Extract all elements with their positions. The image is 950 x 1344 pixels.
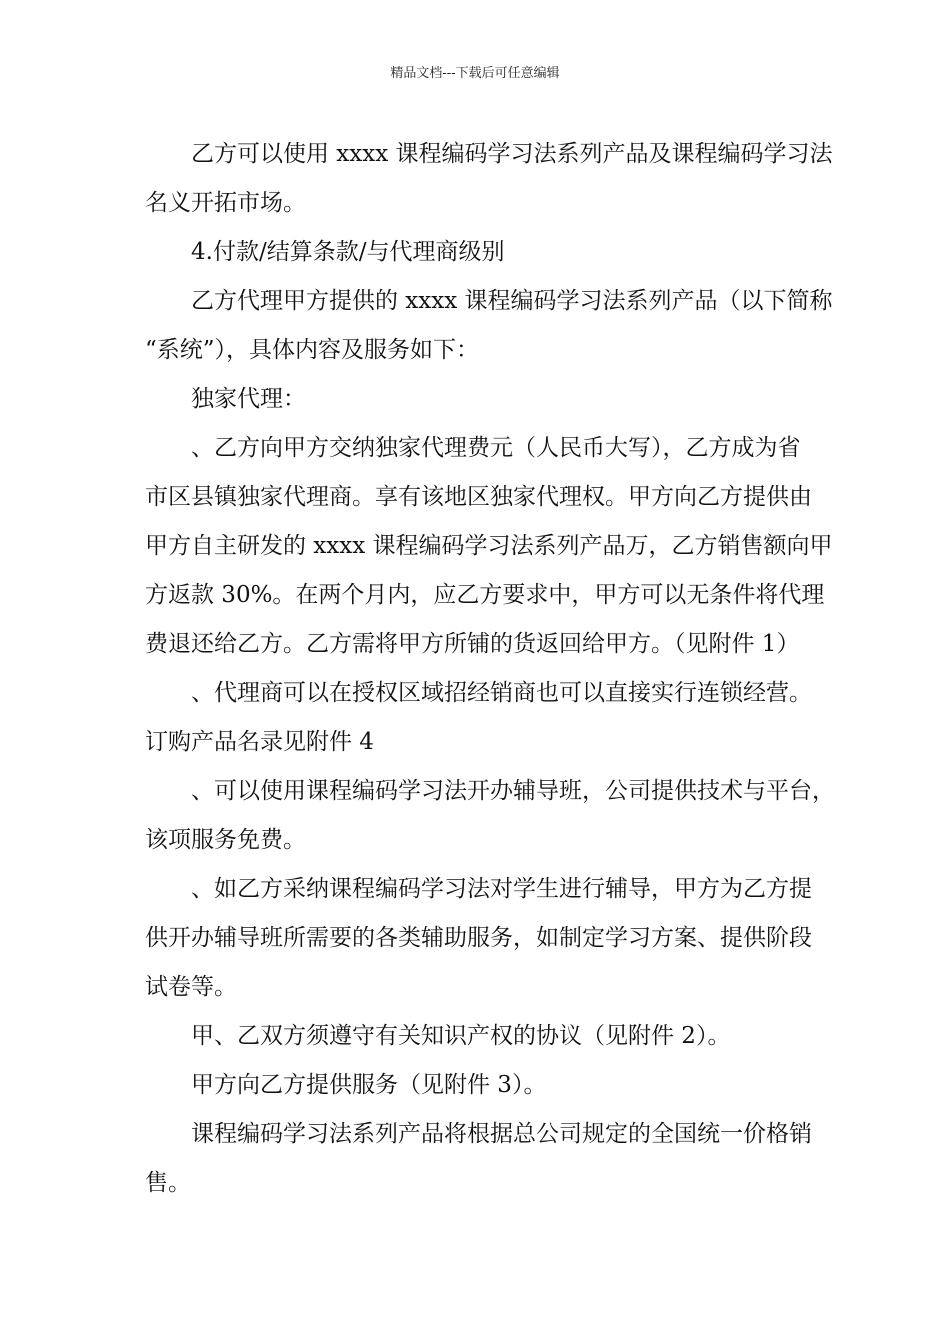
body-text <box>145 130 835 1208</box>
text-line: “系统”），具体内容及服务如下： <box>145 337 480 363</box>
text-line: 、如乙方采纳课程编码学习法对学生进行辅导，甲方为乙方提 <box>191 876 812 902</box>
text-line: 乙方可以使用 xxxx 课程编码学习法系列产品及课程编码学习法 <box>191 141 833 167</box>
text-line: 、代理商可以在授权区域招经销商也可以直接实行连锁经营。 <box>191 680 812 706</box>
text-line: 售。 <box>145 1170 191 1196</box>
text-line: 甲、乙双方须遵守有关知识产权的协议（见附件 2）。 <box>191 1023 731 1049</box>
text-line: 课程编码学习法系列产品将根据总公司规定的全国统一价格销 <box>191 1121 812 1147</box>
text-line: 4.付款/结算条款/与代理商级别 <box>191 239 505 265</box>
text-line: 独家代理： <box>191 386 306 412</box>
text-line: 试卷等。 <box>145 974 237 1000</box>
text-line: 费退还给乙方。乙方需将甲方所铺的货返回给甲方。（见附件 1） <box>145 631 800 657</box>
text-line: 名义开拓市场。 <box>145 190 306 216</box>
text-line: 方返款 30%。在两个月内，应乙方要求中，甲方可以无条件将代理 <box>145 582 825 608</box>
text-line: 甲方向乙方提供服务（见附件 3）。 <box>191 1072 547 1098</box>
text-line: 甲方自主研发的 xxxx 课程编码学习法系列产品万，乙方销售额向甲 <box>145 533 833 559</box>
text-line: 订购产品名录见附件 4 <box>145 729 374 755</box>
text-line: 市区县镇独家代理商。享有该地区独家代理权。甲方向乙方提供由 <box>145 484 812 510</box>
page-header: 精品文档---下载后可任意编辑 <box>390 66 560 81</box>
text-line: 、乙方向甲方交纳独家代理费元（人民币大写），乙方成为省 <box>191 435 801 461</box>
text-line: 、可以使用课程编码学习法开办辅导班，公司提供技术与平台， <box>191 778 835 804</box>
text-line: 供开办辅导班所需要的各类辅助服务，如制定学习方案、提供阶段 <box>145 925 812 951</box>
document-body <box>145 130 835 1208</box>
text-line: 该项服务免费。 <box>145 827 306 853</box>
text-line: 乙方代理甲方提供的 xxxx 课程编码学习法系列产品（以下简称 <box>191 288 833 314</box>
